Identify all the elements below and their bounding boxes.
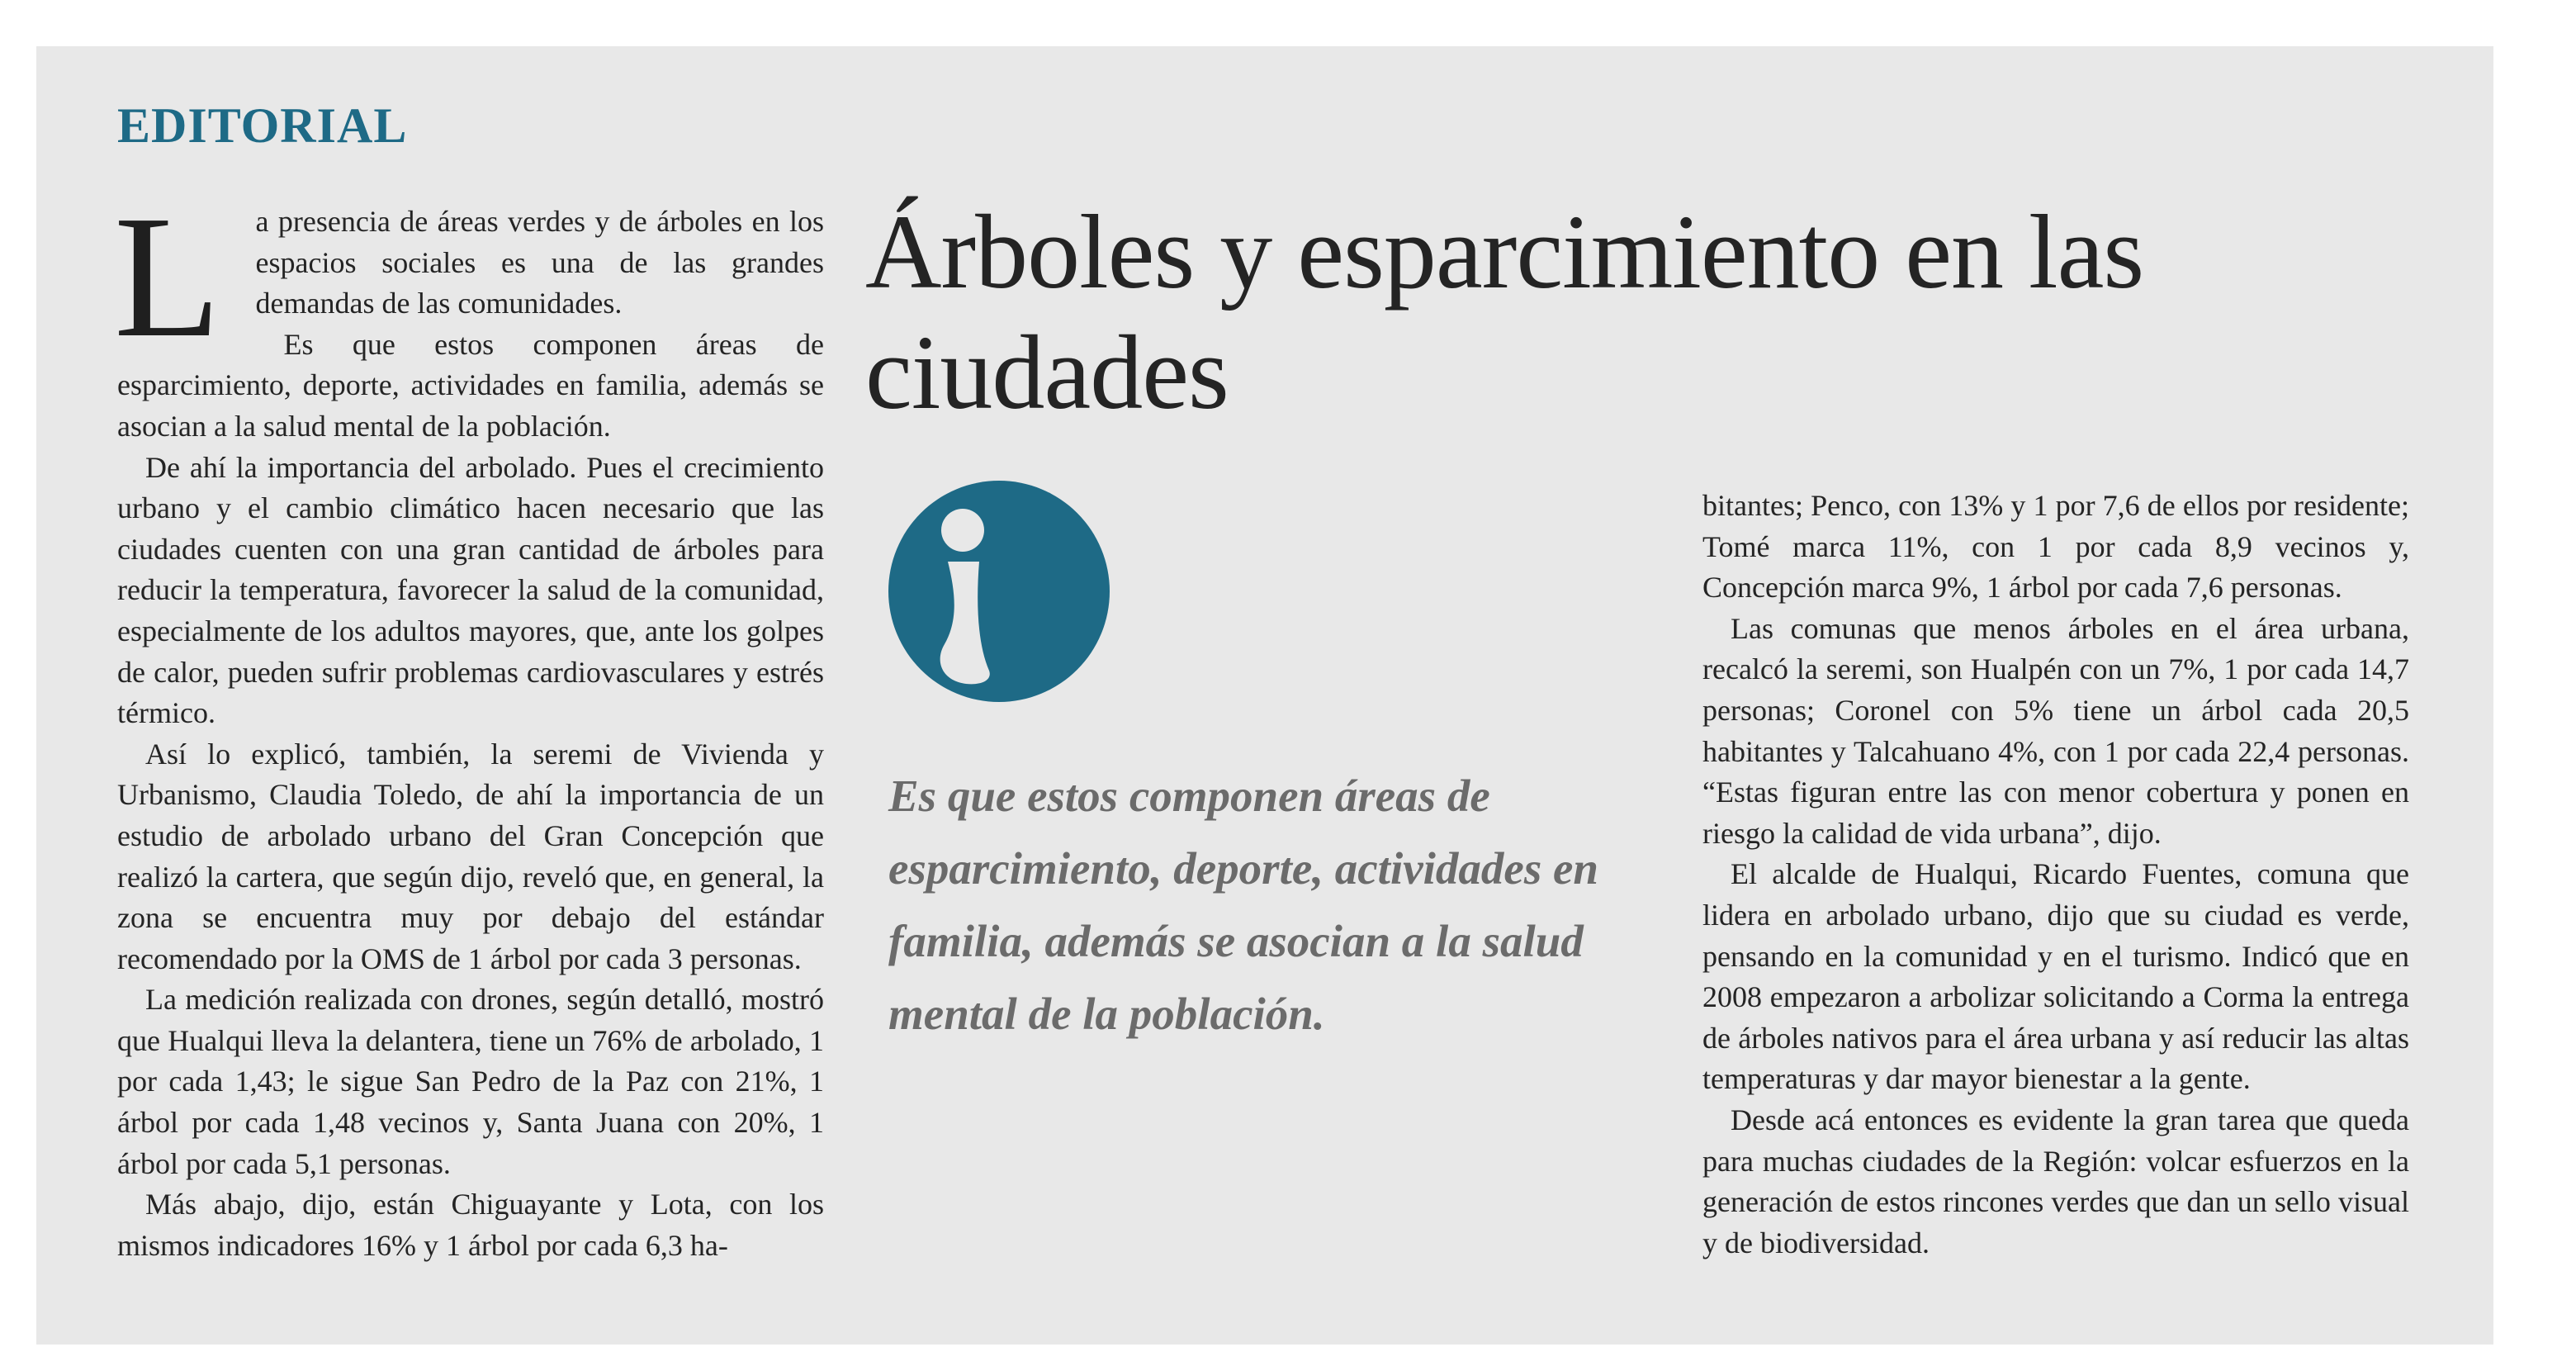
pull-quote: Es que estos componen áreas de esparcimiento, deporte, actividades en familia, además se asocian a la salud mental de la población. xyxy=(888,771,1598,1039)
paragraph: Es que estos componen áreas de esparcimiento, deporte, actividades en familia, además se asocian a la salud mental de la población. xyxy=(117,327,824,443)
info-icon xyxy=(887,479,1111,704)
paragraph: Desde acá entonces es evidente la gran tarea que queda para muchas ciudades de la Región: volcar esfuerzos en la generación de estos rincones verdes que dan un sello visual y de biodiversidad. xyxy=(1702,1103,2409,1259)
headline: Árboles y esparcimiento en las ciudades xyxy=(865,193,2144,431)
section-label: EDITORIAL xyxy=(117,98,408,153)
paragraph: El alcalde de Hualqui, Ricardo Fuentes, comuna que lidera en arbolado urbano, dijo que su ciudad es verde, pensando en la comunidad y en el turismo. Indicó que en 2008 empezaron a arbolizar solicitando a Corma la entrega de árboles nativos para el área urbana y así reducir las altas temperaturas y dar mayor bienestar a la gente. xyxy=(1702,857,2409,1096)
paragraph: Las comunas que menos árboles en el área urbana, recalcó la seremi, son Hualpén con un 7%, 1 por cada 14,7 personas; Coronel con 5% tiene un árbol cada 20,5 habitantes y Talcahuano 4%, con 1 por cada 22,4 personas. “Estas figuran entre las con menor cobertura y ponen en riesgo la calidad de vida urbana”, dijo. xyxy=(1702,611,2409,850)
article-column-right xyxy=(1702,486,2409,1264)
paragraph: L a presencia de áreas verdes y de árboles en los espacios sociales es una de las grandes demandas de las comunidades. xyxy=(114,179,824,373)
paragraph: Así lo explicó, también, la seremi de Vivienda y Urbanismo, Claudia Toledo, de ahí la importancia de un estudio de arbolado urbano del Gran Concepción que realizó la cartera, que según dijo, reveló que, en general, la zona se encuentra muy por debajo del estándar recomendado por la OMS de 1 árbol por cada 3 personas. xyxy=(117,737,824,975)
paragraph: De ahí la importancia del arbolado. Pues el crecimiento urbano y el cambio climático hacen necesario que las ciudades cuenten con una gran cantidad de árboles para reducir la temperatura, favorecer la salud de la comunidad, especialmente de los adultos mayores, que, ante los golpes de calor, pueden sufrir problemas cardiovasculares y estrés térmico. xyxy=(117,450,824,730)
article-column-left xyxy=(114,179,824,1266)
drop-cap: L xyxy=(114,179,221,373)
paragraph: Más abajo, dijo, están Chiguayante y Lota, con los mismos indicadores 16% y 1 árbol por cada 6,3 ha- xyxy=(117,1188,824,1262)
paragraph: bitantes; Penco, con 13% y 1 por 7,6 de ellos por residente; Tomé marca 11%, con 1 por cada 8,9 vecinos y, Concepción marca 9%, 1 árbol por cada 7,6 personas. xyxy=(1702,489,2409,605)
paragraph: La medición realizada con drones, según detalló, mostró que Hualqui lleva la delantera, tiene un 76% de arbolado, 1 por cada 1,43; le sigue San Pedro de la Paz con 21%, 1 árbol por cada 1,48 vecinos y, Santa Juana con 20%, 1 árbol por cada 5,1 personas. xyxy=(117,983,824,1180)
